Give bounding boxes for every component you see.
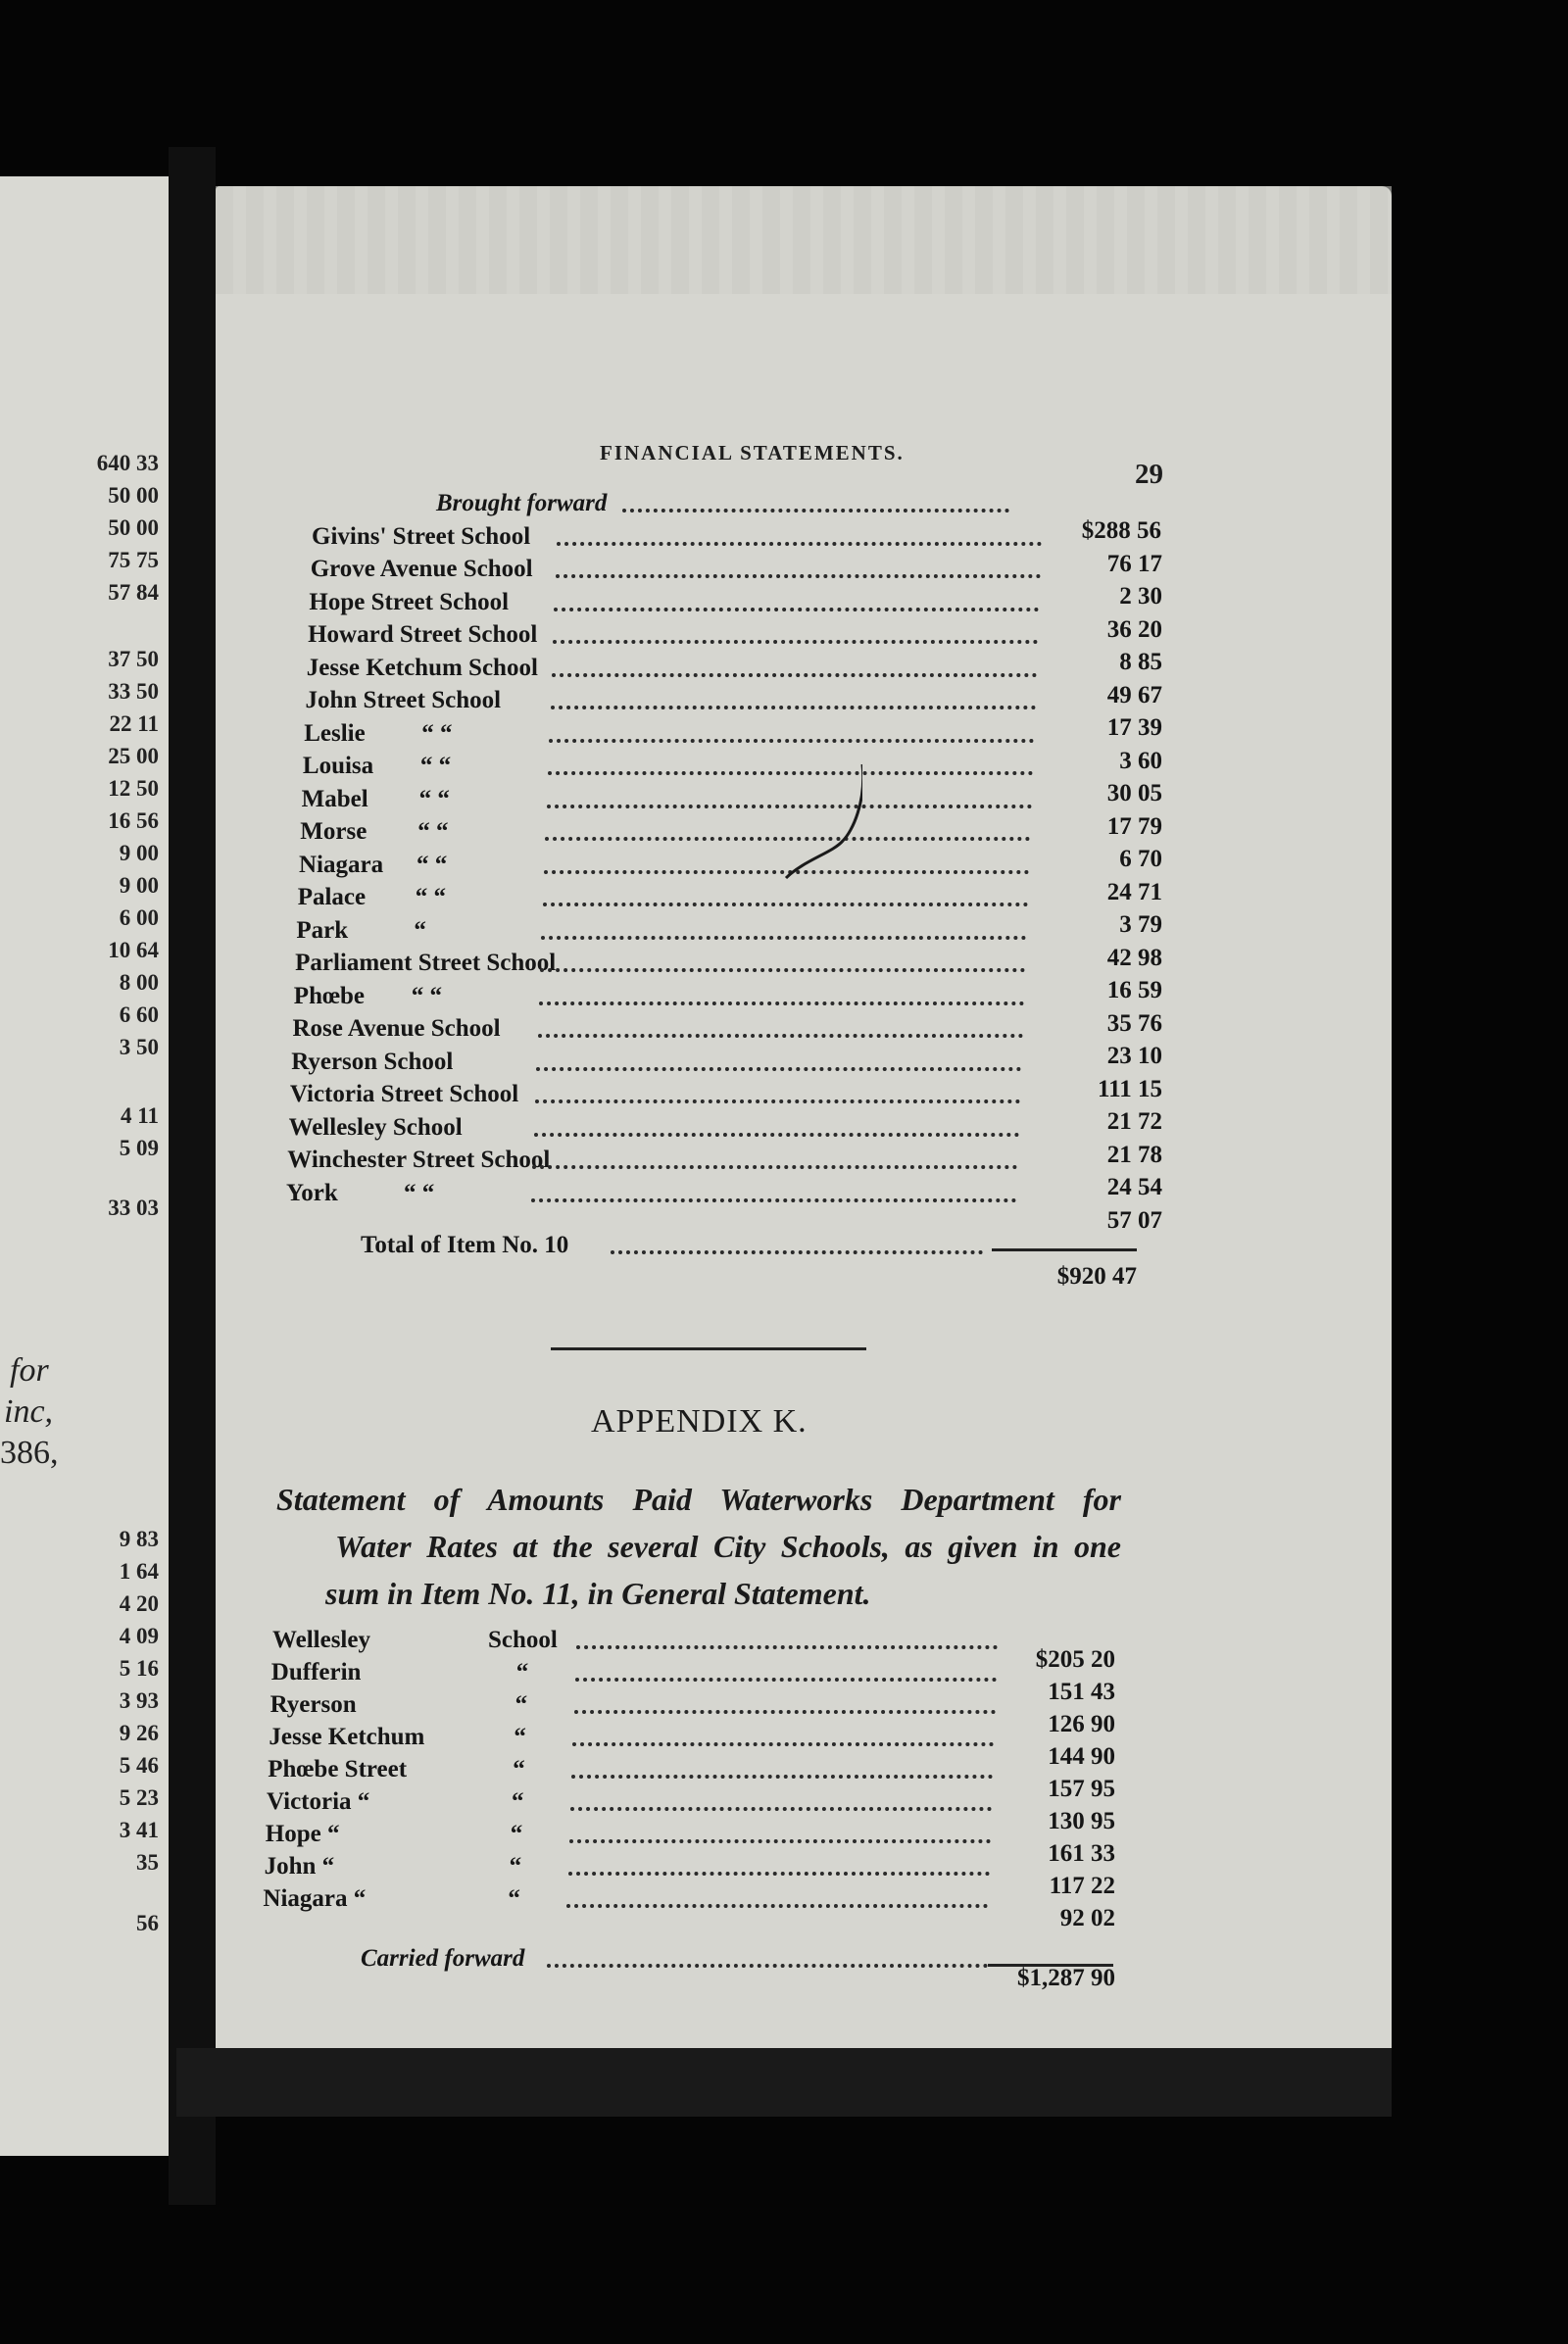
carried-forward-row: [361, 1945, 1115, 1991]
page-number: 29: [1135, 459, 1163, 490]
left-amount: 37 50: [108, 647, 159, 671]
left-amount: 640 33: [96, 451, 159, 475]
ditto-marks: “: [508, 1885, 520, 1912]
school-name: Ryerson School: [291, 1048, 454, 1075]
leader-dots: [575, 1678, 997, 1682]
amount: 126 90: [1048, 1711, 1115, 1737]
amount: 21 72: [1106, 1108, 1162, 1135]
ditto-marks: “ “: [416, 851, 448, 878]
leader-dots: [611, 1250, 983, 1254]
school-name: Phœbe: [293, 982, 366, 1009]
amount: 151 43: [1048, 1679, 1115, 1705]
ditto-marks: “: [512, 1788, 524, 1815]
torn-top-edge: [216, 186, 1392, 294]
amount: 30 05: [1106, 780, 1162, 806]
leader-dots: [572, 1742, 994, 1746]
leader-dots: [549, 739, 1034, 743]
left-amount: 5 09: [119, 1136, 159, 1160]
left-amount: 5 23: [119, 1785, 159, 1810]
amount: 76 17: [1106, 550, 1162, 577]
school-name: Victoria Street School: [289, 1081, 519, 1107]
school-name: Hope “: [265, 1821, 340, 1847]
leader-dots: [574, 1710, 996, 1714]
left-amount: 4 20: [119, 1591, 159, 1616]
left-amount: 4 09: [119, 1624, 159, 1648]
amount: 92 02: [1059, 1905, 1115, 1931]
left-amount: 6 60: [119, 1002, 159, 1027]
burned-bottom-edge: [176, 2048, 1392, 2117]
leader-dots: [571, 1775, 993, 1779]
brought-forward-label: Brought forward: [436, 490, 608, 516]
amount: 3 79: [1119, 911, 1162, 938]
ditto-marks: “: [515, 1659, 529, 1685]
school-name: Grove Avenue School: [310, 556, 533, 582]
left-amount: 33 03: [108, 1196, 159, 1220]
brought-forward-row: [436, 490, 1161, 544]
ditto-marks: “: [514, 1691, 528, 1718]
left-amount: 57 84: [108, 580, 159, 605]
table-row: [267, 1788, 1115, 1834]
page-header: FINANCIAL STATEMENTS.: [600, 441, 905, 464]
left-amount: 22 11: [109, 711, 159, 736]
school-name: Leslie: [304, 719, 366, 747]
amount: 2 30: [1119, 583, 1162, 610]
leader-dots: [570, 1807, 992, 1811]
left-amount: 25 00: [108, 744, 159, 768]
brought-forward-amount: $288 56: [1081, 517, 1161, 544]
leader-dots: [554, 608, 1039, 611]
amount: 24 71: [1106, 878, 1162, 905]
left-amount: 8 00: [119, 970, 159, 995]
school-name: Wellesley School: [288, 1113, 463, 1141]
ditto-marks: “ “: [411, 982, 443, 1009]
school-name: Hope Street School: [309, 588, 510, 615]
amount: 35 76: [1106, 1009, 1162, 1037]
leader-dots: [534, 1133, 1019, 1137]
school-name: John Street School: [305, 687, 502, 713]
leader-dots: [539, 1001, 1024, 1005]
table-row: [286, 1179, 1162, 1234]
leader-dots: [536, 1067, 1021, 1071]
school-name: Jesse Ketchum School: [306, 654, 538, 681]
left-amount: 50 00: [108, 483, 159, 508]
school-name: Rose Avenue School: [292, 1015, 501, 1042]
leader-dots: [543, 903, 1028, 906]
leader-dots: [531, 1198, 1016, 1202]
ditto-marks: “: [514, 1724, 526, 1750]
leader-dots: [622, 509, 1009, 513]
school-name: Dufferin: [270, 1659, 362, 1685]
school-name: Parliament Street School: [295, 950, 557, 976]
amount: 57 07: [1106, 1206, 1162, 1234]
left-amount: 56: [136, 1911, 159, 1935]
school-name: Palace: [297, 884, 367, 910]
leader-dots: [551, 706, 1036, 709]
school-name: Victoria “: [267, 1788, 370, 1815]
total-amount: $920 47: [1056, 1263, 1137, 1290]
left-amount: 3 41: [119, 1818, 159, 1842]
amount: 6 70: [1119, 846, 1162, 872]
amount: 16 59: [1106, 977, 1162, 1003]
left-amount: 5 16: [119, 1656, 159, 1681]
leader-dots: [552, 673, 1037, 677]
school-name: Howard Street School: [308, 621, 538, 648]
total-row: [361, 1232, 1145, 1290]
total-label: Total of Item No. 10: [361, 1232, 569, 1258]
left-page-fragment: [0, 176, 169, 2156]
ditto-marks: “ “: [404, 1179, 435, 1206]
left-amount: 50 00: [108, 515, 159, 540]
school-name: Givins' Street School: [312, 522, 531, 550]
pen-mark: [784, 762, 862, 880]
amount: 24 54: [1106, 1174, 1162, 1200]
amount: 36 20: [1106, 615, 1162, 643]
left-amount: 12 50: [108, 776, 159, 801]
left-amount: 3 50: [119, 1035, 159, 1059]
amount: 42 98: [1106, 944, 1162, 971]
school-name: York: [286, 1179, 338, 1206]
ditto-marks: “: [513, 1756, 525, 1782]
leader-dots: [547, 1964, 988, 1968]
amount: 144 90: [1048, 1743, 1115, 1770]
leader-dots: [541, 936, 1026, 940]
left-amount: 16 56: [108, 808, 159, 833]
ditto-marks: “ “: [421, 719, 453, 747]
school-name: Morse: [300, 818, 368, 845]
amount: 8 85: [1119, 649, 1162, 675]
ditto-marks: “ “: [418, 785, 450, 812]
leader-dots: [557, 542, 1042, 546]
left-amount: 1 64: [119, 1559, 159, 1584]
book-spine: [169, 147, 216, 2205]
left-amount: 75 75: [108, 548, 159, 572]
amount: 49 67: [1106, 681, 1162, 708]
left-amount: 9 26: [119, 1721, 159, 1745]
school-name: Niagara “: [263, 1885, 367, 1912]
section-divider: [551, 1347, 866, 1350]
left-amount: 35: [136, 1850, 159, 1875]
left-amount: 33 50: [108, 679, 159, 704]
description-line: Statement of Amounts Paid Waterworks Department for: [276, 1482, 1121, 1517]
leader-dots: [538, 1034, 1023, 1038]
left-amount: 6 00: [119, 905, 159, 930]
school-name: Park: [296, 916, 349, 944]
left-amount: 9 00: [119, 873, 159, 898]
school-name: Niagara: [299, 851, 384, 878]
ditto-marks: “ “: [419, 753, 452, 779]
school-name: Phœbe Street: [268, 1756, 408, 1782]
leader-dots: [556, 574, 1041, 578]
amount: 111 15: [1097, 1075, 1162, 1102]
ditto-marks: “ “: [415, 884, 446, 910]
left-amount: 3 93: [119, 1688, 159, 1713]
ditto-marks: “: [510, 1821, 523, 1847]
ditto-marks: School: [488, 1627, 558, 1653]
ditto-marks: “ “: [417, 818, 449, 845]
description-line: Water Rates at the several City Schools, as given in one: [335, 1529, 1121, 1564]
left-amount: 9 83: [119, 1527, 159, 1551]
school-name: Jesse Ketchum: [269, 1724, 425, 1750]
amount: 157 95: [1048, 1776, 1115, 1802]
school-name: Winchester Street School: [287, 1147, 551, 1173]
table-row: [270, 1691, 1115, 1737]
left-amount: 5 46: [119, 1753, 159, 1778]
school-name: Louisa: [302, 753, 374, 779]
left-text-fragment: for: [10, 1352, 49, 1389]
appendix-description: [276, 1476, 1121, 1617]
leader-dots: [576, 1645, 998, 1649]
appendix-title: APPENDIX K.: [591, 1403, 808, 1440]
description-line: sum in Item No. 11, in General Statement.: [325, 1576, 871, 1611]
leader-dots: [535, 1099, 1020, 1103]
left-text-fragment: inc,: [4, 1393, 54, 1430]
amount: 3 60: [1119, 747, 1162, 774]
amount: 161 33: [1048, 1840, 1115, 1867]
school-name: Mabel: [301, 785, 368, 812]
left-amount: 10 64: [108, 938, 159, 962]
ditto-marks: “: [509, 1853, 522, 1880]
ditto-marks: “: [414, 916, 426, 944]
leader-dots: [553, 640, 1038, 644]
school-name: John “: [264, 1853, 335, 1880]
amount: 21 78: [1106, 1141, 1162, 1168]
leader-dots: [569, 1839, 991, 1843]
leader-dots: [532, 1165, 1017, 1169]
school-name: Ryerson: [270, 1691, 357, 1718]
left-amount: 4 11: [121, 1103, 159, 1128]
table-row: [263, 1885, 1115, 1931]
leader-dots: [566, 1904, 988, 1908]
carried-forward-amount: $1,287 90: [1017, 1965, 1115, 1991]
amount: $205 20: [1035, 1646, 1115, 1673]
leader-dots: [540, 968, 1025, 972]
left-text-fragment: 386,: [0, 1435, 59, 1471]
amount: 17 79: [1106, 812, 1162, 840]
amount: 130 95: [1048, 1808, 1115, 1834]
amount: 17 39: [1106, 714, 1162, 741]
leader-dots: [568, 1872, 990, 1876]
amount: 23 10: [1106, 1043, 1162, 1069]
carried-forward-label: Carried forward: [361, 1945, 525, 1972]
left-amount: 9 00: [119, 841, 159, 865]
amount: 117 22: [1049, 1873, 1115, 1899]
school-name: Wellesley: [272, 1627, 370, 1653]
